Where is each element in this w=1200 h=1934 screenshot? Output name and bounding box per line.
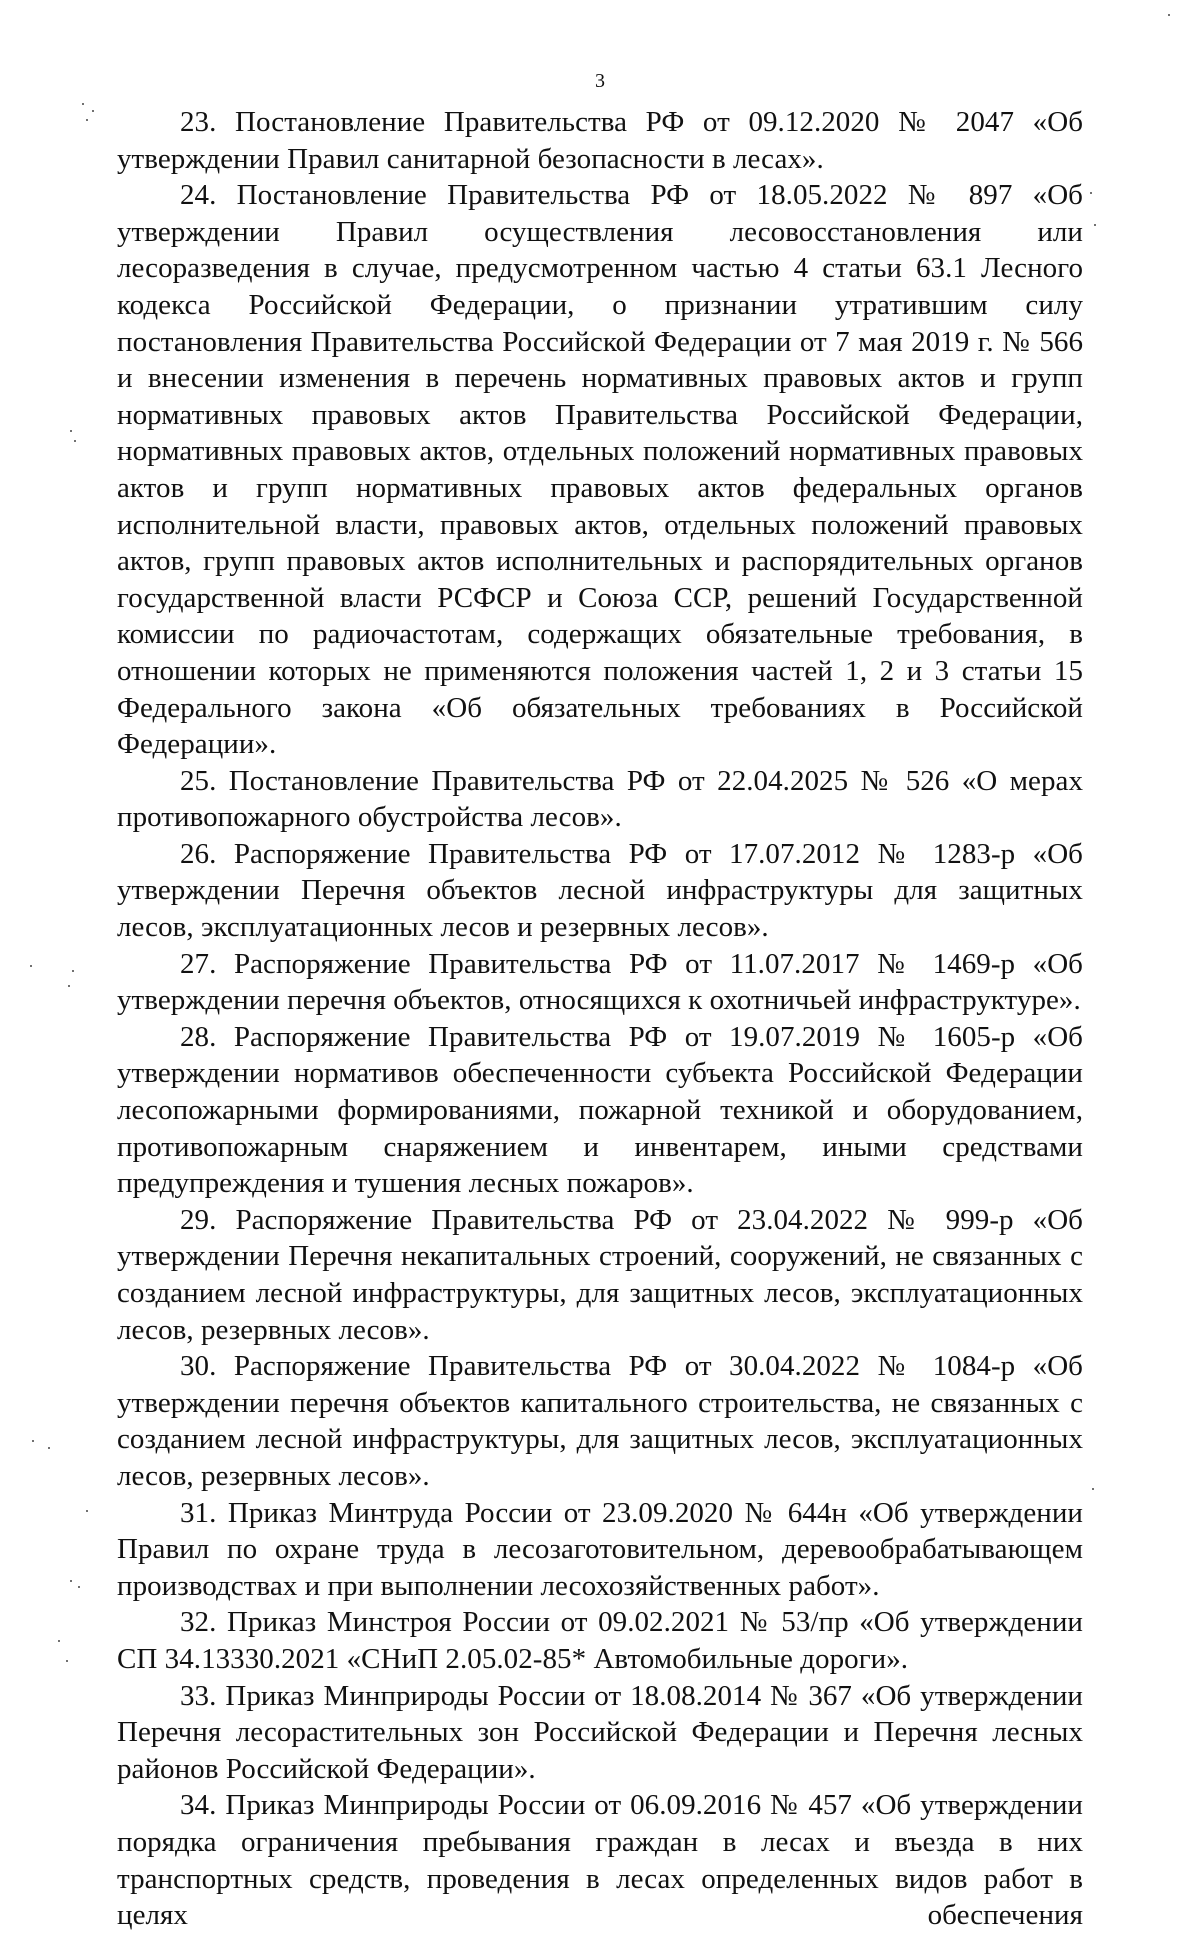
list-item-25: 25. Постановление Правительства РФ от 22.04.2025 № 526 «О мерах противопожарного обустройства лесов». xyxy=(117,764,1083,834)
scan-speck xyxy=(66,1660,68,1662)
list-item-30: 30. Распоряжение Правительства РФ от 30.04.2022 № 1084-р «Об утверждении перечня объектов капитального строительства, не связанных с созданием лесной инфраструктуры, для защитных лесов, эксплуатационных лесов, резервных лесов». xyxy=(117,1350,1083,1492)
scan-speck xyxy=(78,1586,80,1588)
scan-speck xyxy=(68,985,70,987)
scan-speck xyxy=(30,965,32,967)
page-number: 3 xyxy=(595,70,605,92)
list-item-29: 29. Распоряжение Правительства РФ от 23.04.2022 № 999-р «Об утверждении Перечня некапитальных строений, сооружений, не связанных с созданием лесной инфраструктуры, для защитных лесов, эксплуатационных лесов, резервных лесов». xyxy=(117,1203,1083,1346)
scan-speck xyxy=(1094,224,1096,226)
scan-speck xyxy=(70,1580,72,1582)
scan-speck xyxy=(72,970,74,972)
scan-speck xyxy=(82,103,84,105)
scan-speck xyxy=(86,119,88,121)
list-item-32: 32. Приказ Минстроя России от 09.02.2021 № 53/пр «Об утверждении СП 34.13330.2021 «СНиП 2.05.02-85* Автомобильные дороги». xyxy=(117,1606,1083,1675)
list-item-33: 33. Приказ Минприроды России от 18.08.2014 № 367 «Об утверждении Перечня лесорастительных зон Российской Федерации и Перечня лесных районов Российской Федерации». xyxy=(117,1679,1083,1785)
scan-speck xyxy=(1090,192,1092,194)
list-item-34: 34. Приказ Минприроды России от 06.09.2016 № 457 «Об утверждении порядка ограничения пребывания граждан в лесах и въезда в них транспортных средств, проведения в лесах определенных видов работ в целях обеспечения xyxy=(117,1789,1083,1932)
scan-speck xyxy=(1092,1488,1094,1490)
scan-speck xyxy=(86,1510,88,1512)
scan-speck xyxy=(32,1440,34,1442)
list-item-24: 24. Постановление Правительства РФ от 18.05.2022 № 897 «Об утверждении Правил осуществления лесовосстановления или лесоразведения в случае, предусмотренном частью 4 статьи 63.1 Лесного кодекса Российской Федерации, о признании утратившим силу постановления Правительства Российской Федерации от 7 мая 2019 г. № 566 и внесении изменения в перечень нормативных правовых актов и групп нормативных правовых актов Правительства Российской Федерации, нормативных правовых актов, отдельных положений нормативных правовых актов и групп нормативных правовых актов федеральных органов исполнительной власти, правовых актов, отдельных положений правовых актов, групп правовых актов исполнительных и распорядительных органов государственной власти РСФСР и Союза ССР, решений Государственной комиссии по радиочастотам, содержащих обязательные требования, в отношении которых не применяются положения частей 1, 2 и 3 статьи 15 Федерального закона «Об обязательных требованиях в Российской Федерации». xyxy=(117,179,1083,761)
list-item-27: 27. Распоряжение Правительства РФ от 11.07.2017 № 1469-р «Об утверждении перечня объектов, относящихся к охотничьей инфраструктуре». xyxy=(117,947,1083,1017)
scan-speck xyxy=(1168,14,1170,16)
list-item-28: 28. Распоряжение Правительства РФ от 19.07.2019 № 1605-р «Об утверждении нормативов обеспеченности субъекта Российской Федерации лесопожарными формированиями, пожарной техникой и оборудованием, противопожарным снаряжением и инвентарем, иными средствами предупреждения и тушения лесных пожаров». xyxy=(117,1020,1083,1200)
scan-speck xyxy=(92,110,94,112)
scan-speck xyxy=(74,440,76,442)
list-item-26: 26. Распоряжение Правительства РФ от 17.07.2012 № 1283-р «Об утверждении Перечня объектов лесной инфраструктуры для защитных лесов, эксплуатационных лесов и резервных лесов». xyxy=(117,837,1083,944)
list-item-31: 31. Приказ Минтруда России от 23.09.2020 № 644н «Об утверждении Правил по охране труда в лесозаготовительном, деревообрабатывающем производствах и при выполнении лесохозяйственных работ». xyxy=(117,1496,1083,1602)
scan-speck xyxy=(58,1640,60,1642)
document-body xyxy=(117,104,1083,1934)
list-item-23: 23. Постановление Правительства РФ от 09.12.2020 № 2047 «Об утверждении Правил санитарной безопасности в лесах». xyxy=(117,106,1083,175)
scan-speck xyxy=(70,430,72,432)
scan-speck xyxy=(48,1447,50,1449)
